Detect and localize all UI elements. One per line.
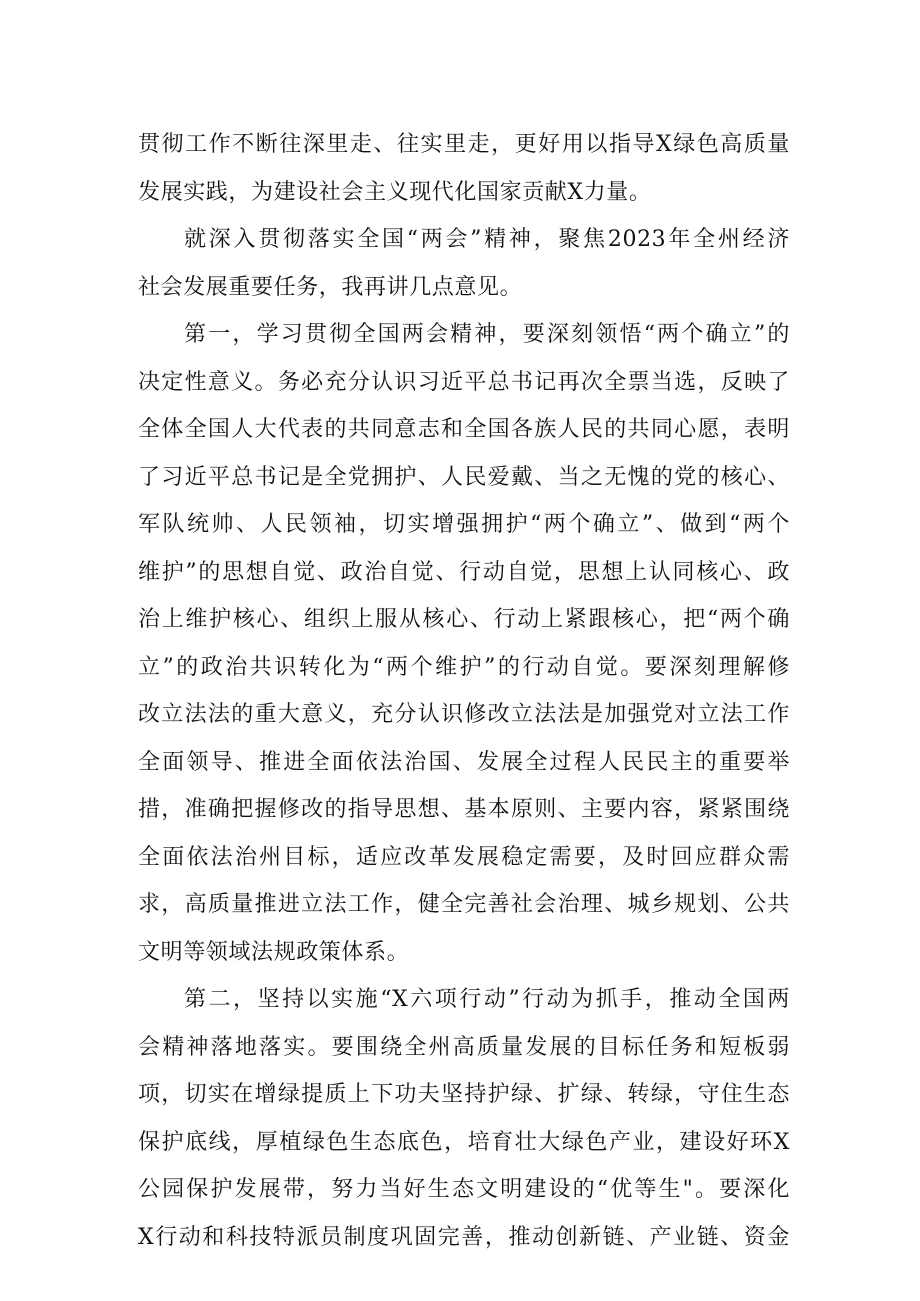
text-line: 改立法法的重大意义，充分认识修改立法法是加强党对立法工作 bbox=[138, 702, 790, 727]
paragraph-1 bbox=[138, 121, 790, 216]
text-line: 军队统帅、人民领袖，切实增强拥护“两个确立”、做到“两个 bbox=[138, 512, 790, 537]
text-line: 文明等领域法规政策体系。 bbox=[138, 939, 410, 965]
text-line: X行动和科技特派员制度巩固完善，推动创新链、产业链、资金 bbox=[138, 1224, 790, 1250]
text-line: 会精神落地落实。要围绕全州高质量发展的目标任务和短板弱 bbox=[138, 1034, 790, 1060]
text-line: 贯彻工作不断往深里走、往实里走，更好用以指导X绿色高质量 bbox=[138, 132, 790, 157]
paragraph-4 bbox=[138, 976, 790, 1261]
text-line: 求，高质量推进立法工作，健全完善社会治理、城乡规划、公共 bbox=[138, 892, 790, 917]
text-line: 第一，学习贯彻全国两会精神，要深刻领悟“两个确立”的 bbox=[184, 322, 790, 347]
text-line: 决定性意义。务必充分认识习近平总书记再次全票当选，反映了 bbox=[138, 369, 790, 395]
text-line: 保护底线，厚植绿色生态底色，培育壮大绿色产业，建设好环X bbox=[138, 1129, 790, 1155]
text-line: 第二，坚持以实施“X六项行动”行动为抓手，推动全国两 bbox=[184, 987, 790, 1012]
paragraph-3 bbox=[138, 311, 790, 976]
text-line: 措，准确把握修改的指导思想、基本原则、主要内容，紧紧围绕 bbox=[138, 797, 790, 822]
text-line: 公园保护发展带，努力当好生态文明建设的“优等生"。要深化 bbox=[138, 1177, 790, 1202]
text-line: 发展实践，为建设社会主义现代化国家贡献X力量。 bbox=[138, 179, 652, 205]
text-line: 全面依法治州目标，适应改革发展稳定需要，及时回应群众需 bbox=[138, 844, 790, 870]
text-line: 就深入贯彻落实全国“两会”精神，聚焦2023年全州经济 bbox=[184, 227, 790, 252]
paragraph-2 bbox=[138, 216, 790, 311]
text-line: 全面领导、推进全面依法治国、发展全过程人民民主的重要举 bbox=[138, 749, 790, 775]
text-line: 维护”的思想自觉、政治自觉、行动自觉，思想上认同核心、政 bbox=[138, 559, 790, 585]
text-line: 项，切实在增绿提质上下功夫坚持护绿、扩绿、转绿，守住生态 bbox=[138, 1082, 790, 1107]
text-line: 立”的政治共识转化为“两个维护”的行动自觉。要深刻理解修 bbox=[138, 654, 790, 680]
document-body bbox=[138, 121, 790, 1261]
text-line: 治上维护核心、组织上服从核心、行动上紧跟核心，把“两个确 bbox=[138, 607, 790, 632]
text-line: 了习近平总书记是全党拥护、人民爱戴、当之无愧的党的核心、 bbox=[138, 464, 790, 490]
text-line: 社会发展重要任务，我再讲几点意见。 bbox=[138, 274, 523, 300]
text-line: 全体全国人大代表的共同意志和全国各族人民的共同心愿，表明 bbox=[138, 417, 790, 442]
